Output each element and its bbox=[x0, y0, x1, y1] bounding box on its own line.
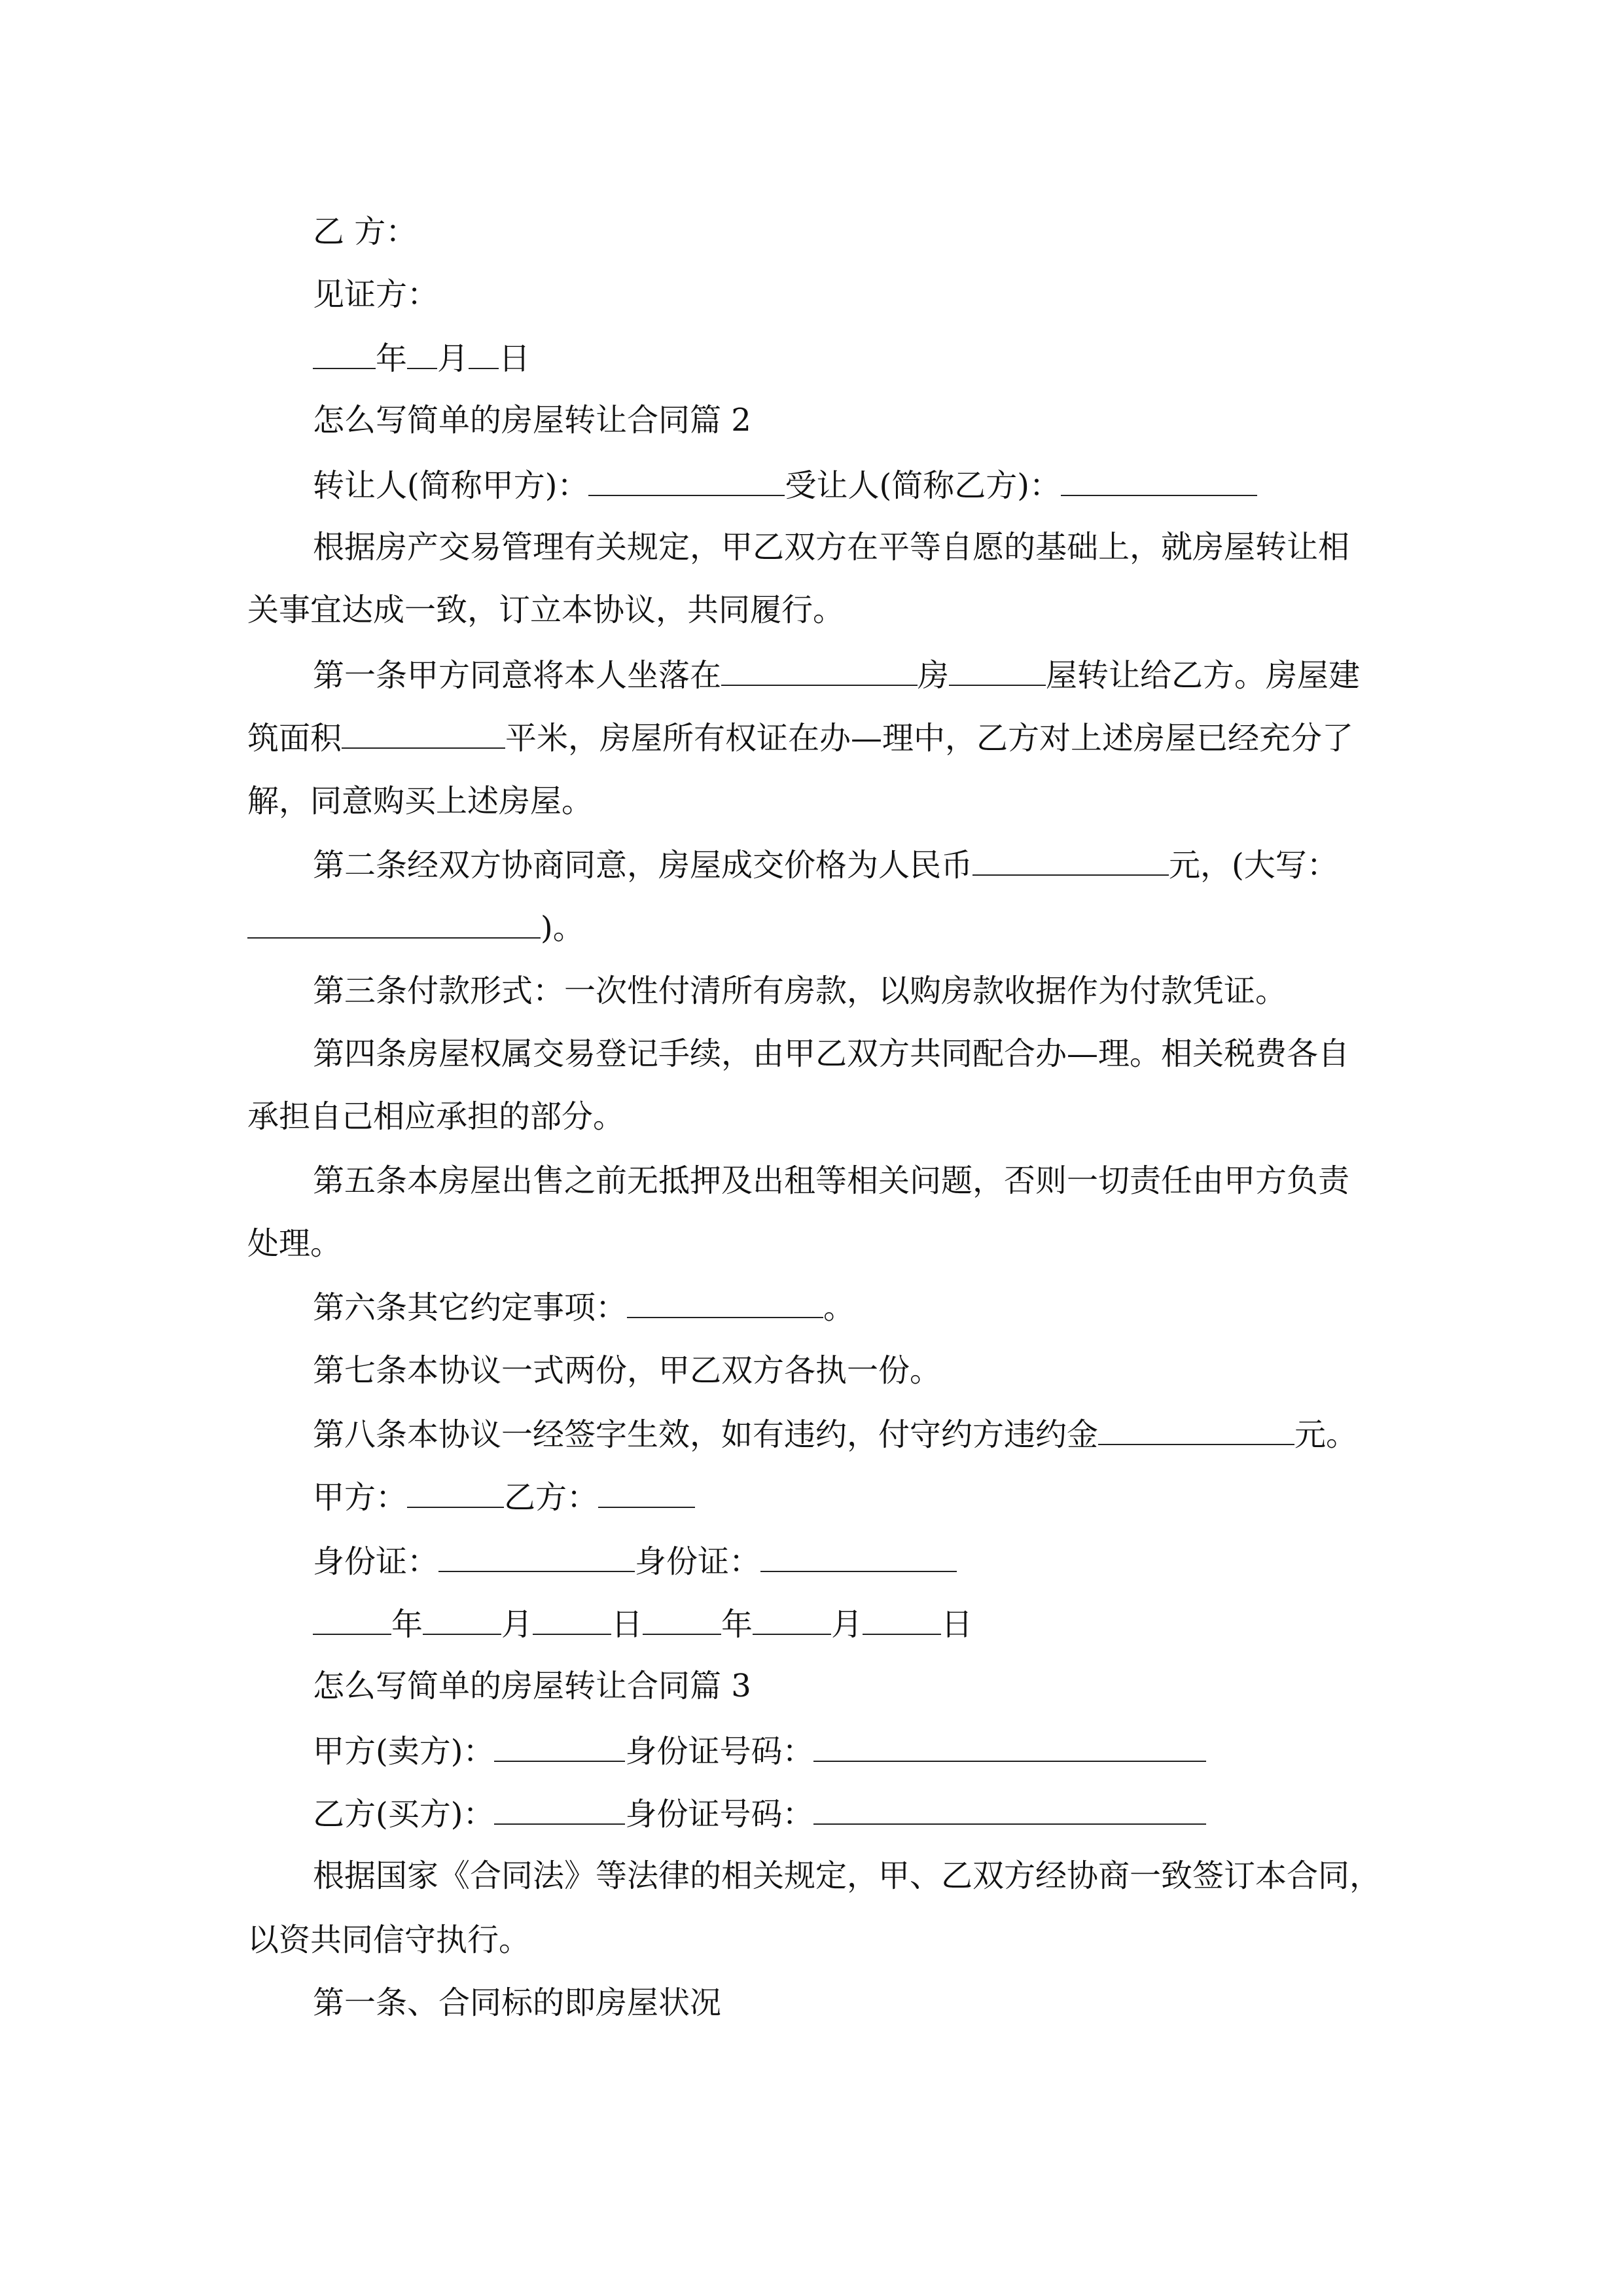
year-label: 年 bbox=[721, 1606, 753, 1643]
intro-line-2 bbox=[247, 590, 844, 630]
sign-date-line bbox=[313, 1604, 972, 1644]
section2-heading bbox=[313, 401, 751, 440]
transferee-label: 受让人(简称乙方)： bbox=[785, 467, 1061, 504]
article1-text: 第一条、合同标的即房屋状况 bbox=[313, 1984, 722, 2021]
buyer-label: 乙方(买方)： bbox=[313, 1796, 495, 1833]
article8-text: 元。 bbox=[1294, 1416, 1358, 1453]
intro-text: 根据国家《合同法》等法律的相关规定，甲、乙双方经协商一致签订本合同， bbox=[313, 1857, 1382, 1894]
area-blank bbox=[342, 717, 505, 749]
month-label: 月 bbox=[437, 340, 469, 377]
buyer-name-blank bbox=[494, 1793, 625, 1825]
transferor-label: 转让人(简称甲方)： bbox=[313, 467, 589, 504]
witness-line bbox=[313, 275, 438, 314]
article1-text: 房 bbox=[918, 657, 950, 694]
price-blank bbox=[972, 844, 1169, 876]
day-label: 日 bbox=[499, 340, 531, 377]
article2-line-2 bbox=[247, 907, 584, 948]
party-b-sign-blank bbox=[598, 1477, 695, 1508]
article2-text: )。 bbox=[541, 910, 584, 946]
party-a-id-label: 身份证： bbox=[313, 1543, 439, 1580]
party-b-id-label: 身份证： bbox=[635, 1543, 761, 1580]
section3-intro-line-2 bbox=[247, 1920, 530, 1960]
transferor-blank bbox=[588, 465, 785, 496]
year-blank bbox=[643, 1604, 721, 1635]
seller-line bbox=[313, 1731, 1206, 1771]
month-blank bbox=[753, 1604, 831, 1635]
id-line bbox=[313, 1541, 957, 1581]
witness-label: 见证方： bbox=[313, 276, 439, 313]
article1-text: 平米，房屋所有权证在办—理中，乙方对上述房屋已经充分了 bbox=[505, 720, 1354, 757]
day-label: 日 bbox=[941, 1606, 973, 1643]
article6-line bbox=[313, 1287, 855, 1327]
section3-article1-line bbox=[313, 1983, 721, 2022]
buyer-id-label: 身份证号码： bbox=[625, 1796, 814, 1833]
month-label: 月 bbox=[501, 1606, 533, 1643]
article1-text: 筑面积 bbox=[247, 720, 342, 757]
price-uppercase-blank bbox=[247, 907, 541, 939]
party-b-id-blank bbox=[760, 1541, 957, 1572]
article8-line bbox=[313, 1414, 1357, 1454]
intro-text: 关事宜达成一致，订立本协议，共同履行。 bbox=[247, 592, 845, 628]
article8-text: 第八条本协议一经签字生效，如有违约，付守约方违约金 bbox=[313, 1416, 1099, 1453]
article1-text: 解，同意购买上述房屋。 bbox=[247, 783, 594, 819]
section3-heading bbox=[313, 1666, 751, 1706]
article5-line-2 bbox=[247, 1224, 342, 1263]
sign-line bbox=[313, 1477, 695, 1517]
article4-line-2 bbox=[247, 1097, 624, 1136]
location-blank bbox=[721, 655, 918, 686]
article1-line-3 bbox=[247, 781, 593, 821]
month-label: 月 bbox=[831, 1606, 863, 1643]
day-label: 日 bbox=[611, 1606, 643, 1643]
other-terms-blank bbox=[627, 1287, 823, 1318]
article3-line bbox=[313, 971, 1287, 1011]
seller-id-label: 身份证号码： bbox=[625, 1733, 814, 1770]
parties-line bbox=[313, 465, 1257, 505]
article2-text: 元，(大写： bbox=[1169, 847, 1338, 884]
article6-text: 。 bbox=[823, 1289, 855, 1326]
article6-text: 第六条其它约定事项： bbox=[313, 1289, 628, 1326]
article4-text: 承担自己相应承担的部分。 bbox=[247, 1098, 625, 1135]
party-a-sign-label: 甲方： bbox=[313, 1479, 408, 1516]
article2-text: 第二条经双方协商同意，房屋成交价格为人民币 bbox=[313, 847, 973, 884]
article5-text: 处理。 bbox=[247, 1225, 342, 1262]
seller-id-blank bbox=[813, 1731, 1206, 1762]
section-heading: 怎么写简单的房屋转让合同篇 3 bbox=[313, 1668, 751, 1704]
article5-text: 第五条本房屋出售之前无抵押及出租等相关问题，否则一切责任由甲方负责 bbox=[313, 1162, 1350, 1199]
day-blank bbox=[533, 1604, 611, 1635]
article3-text: 第三条付款形式：一次性付清所有房款，以购房款收据作为付款凭证。 bbox=[313, 973, 1287, 1009]
section-heading: 怎么写简单的房屋转让合同篇 2 bbox=[313, 402, 751, 439]
day-blank bbox=[863, 1604, 941, 1635]
article1-line-2 bbox=[247, 717, 1353, 758]
seller-label: 甲方(卖方)： bbox=[313, 1733, 495, 1770]
month-blank bbox=[423, 1604, 501, 1635]
year-blank bbox=[313, 338, 376, 369]
article5-line-1 bbox=[313, 1161, 1349, 1200]
article1-text: 屋转让给乙方。房屋建 bbox=[1046, 657, 1361, 694]
unit-blank bbox=[949, 655, 1046, 686]
intro-line-1 bbox=[313, 528, 1349, 567]
article1-line-1 bbox=[313, 655, 1360, 695]
date-line bbox=[313, 338, 530, 378]
party-b-sign-label: 乙方： bbox=[504, 1479, 599, 1516]
article7-text: 第七条本协议一式两份，甲乙双方各执一份。 bbox=[313, 1352, 942, 1389]
party-b-label: 乙 方： bbox=[313, 213, 418, 250]
article4-text: 第四条房屋权属交易登记手续，由甲乙双方共同配合办—理。相关税费各自 bbox=[313, 1035, 1350, 1072]
section3-intro-line-1 bbox=[313, 1856, 1381, 1895]
intro-text: 以资共同信守执行。 bbox=[247, 1922, 531, 1958]
penalty-blank bbox=[1098, 1414, 1294, 1445]
day-blank bbox=[469, 338, 499, 369]
article4-line-1 bbox=[313, 1034, 1349, 1073]
month-blank bbox=[407, 338, 437, 369]
article7-line bbox=[313, 1351, 941, 1390]
seller-name-blank bbox=[494, 1731, 625, 1762]
year-label: 年 bbox=[391, 1606, 423, 1643]
article2-line-1 bbox=[313, 844, 1338, 885]
transferee-blank bbox=[1061, 465, 1257, 496]
party-a-id-blank bbox=[438, 1541, 635, 1572]
article1-text: 第一条甲方同意将本人坐落在 bbox=[313, 657, 722, 694]
buyer-line bbox=[313, 1793, 1206, 1834]
year-blank bbox=[313, 1604, 391, 1635]
year-label: 年 bbox=[376, 340, 408, 377]
party-a-sign-blank bbox=[407, 1477, 504, 1508]
buyer-id-blank bbox=[813, 1793, 1206, 1825]
party-b-line bbox=[313, 212, 417, 251]
intro-text: 根据房产交易管理有关规定，甲乙双方在平等自愿的基础上，就房屋转让相 bbox=[313, 529, 1350, 565]
